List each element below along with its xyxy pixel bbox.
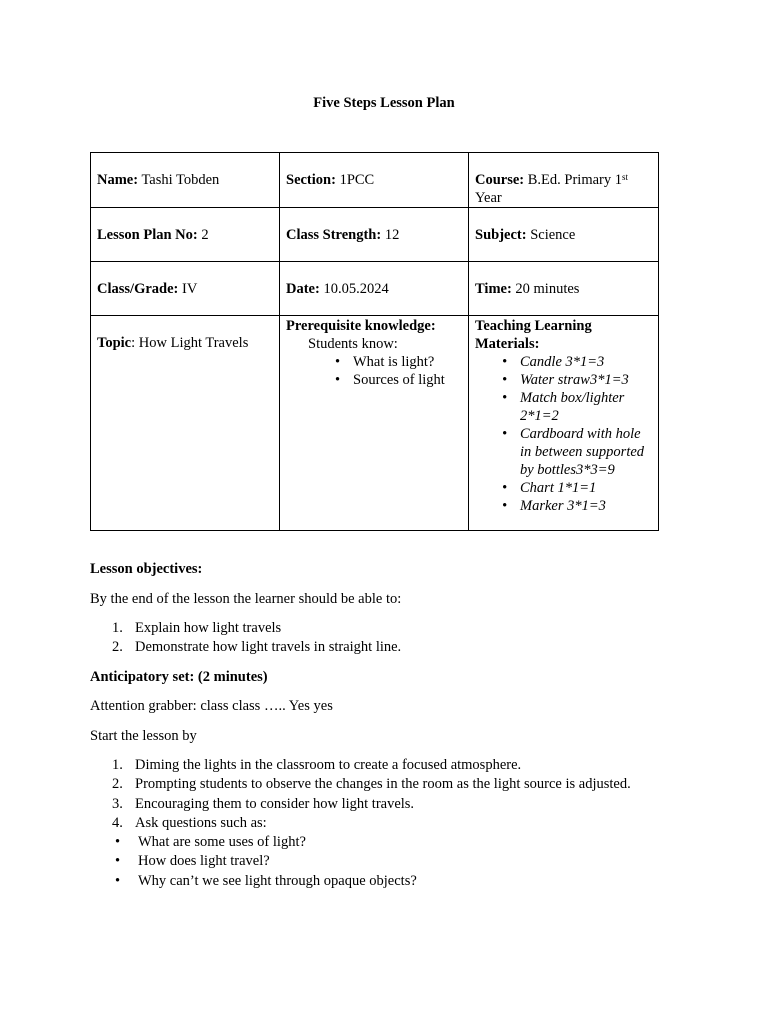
materials-list <box>475 353 652 515</box>
list-item: 2. Prompting students to observe the changes in the room as the light source is adjusted. <box>112 776 631 793</box>
name-label: Name: <box>97 172 139 188</box>
list-item: • Candle 3*1=3 <box>475 353 652 371</box>
section-label: Section: <box>286 172 336 188</box>
name-cell <box>91 153 280 208</box>
date-cell <box>280 262 469 316</box>
materials-label: Teaching Learning Materials: <box>475 318 592 352</box>
list-item: 1. Explain how light travels <box>112 620 282 636</box>
lesson-plan-no-value: 2 <box>197 226 209 243</box>
list-item: 2. Demonstrate how light travels in straight line. <box>112 639 402 655</box>
questions-list <box>90 833 730 891</box>
course-value-2: Year <box>475 190 502 206</box>
course-label: Course: <box>475 172 525 188</box>
materials-cell <box>469 316 659 531</box>
list-item: • Match box/lighter 2*1=2 <box>475 389 652 425</box>
prerequisite-list <box>286 353 462 389</box>
time-value: 20 minutes <box>511 280 580 297</box>
list-item: • Sources of light <box>308 371 462 389</box>
list-item: 4. Ask questions such as: <box>112 814 267 831</box>
class-grade-value: IV <box>178 280 198 297</box>
list-item: • Chart 1*1=1 <box>475 479 652 497</box>
topic-value: : How Light Travels <box>131 335 249 351</box>
list-item: • Water straw3*1=3 <box>475 371 652 389</box>
class-grade-cell <box>91 262 280 316</box>
subject-label: Subject: <box>475 226 527 243</box>
list-item: • How does light travel? <box>90 852 730 871</box>
list-item: • Marker 3*1=3 <box>475 497 652 515</box>
start-text: Start the lesson by <box>90 728 197 744</box>
class-strength-label: Class Strength: <box>286 226 382 243</box>
section-cell <box>280 153 469 208</box>
class-strength-cell <box>280 208 469 262</box>
date-label: Date: <box>286 280 320 297</box>
prerequisite-label: Prerequisite knowledge: <box>286 318 436 334</box>
lesson-plan-no-cell <box>91 208 280 262</box>
lesson-info-table <box>90 152 659 531</box>
list-item: 1. Diming the lights in the classroom to create a focused atmosphere. <box>112 757 522 773</box>
subject-value: Science <box>526 226 576 243</box>
time-cell <box>469 262 659 316</box>
attention-grabber: Attention grabber: class class ….. Yes yes <box>90 698 333 714</box>
prerequisite-intro: Students know: <box>308 336 398 352</box>
prerequisite-cell <box>280 316 469 531</box>
lesson-plan-no-label: Lesson Plan No: <box>97 226 198 243</box>
date-value: 10.05.2024 <box>319 280 389 297</box>
topic-label: Topic <box>97 335 132 351</box>
topic-cell <box>91 316 280 531</box>
time-label: Time: <box>475 280 512 297</box>
objectives-heading: Lesson objectives: <box>90 561 203 577</box>
course-cell <box>469 153 659 208</box>
class-strength-value: 12 <box>381 226 400 243</box>
name-value: Tashi Tobden <box>138 172 220 188</box>
page-title: Five Steps Lesson Plan <box>313 95 455 111</box>
class-grade-label: Class/Grade: <box>97 280 179 297</box>
list-item: 3. Encouraging them to consider how light travels. <box>112 795 415 812</box>
anticipatory-heading: Anticipatory set: (2 minutes) <box>90 669 268 685</box>
objectives-list <box>90 619 690 656</box>
section-value: 1PCC <box>335 172 375 188</box>
steps-list <box>90 756 730 833</box>
objectives-intro: By the end of the lesson the learner should be able to: <box>90 591 402 607</box>
list-item: • What are some uses of light? <box>90 833 730 852</box>
course-sup: st <box>622 172 629 182</box>
list-item: • Why can’t we see light through opaque objects? <box>90 872 730 891</box>
list-item: • What is light? <box>308 353 462 371</box>
list-item: • Cardboard with hole in between supported by bottles3*3=9 <box>475 425 652 479</box>
subject-cell <box>469 208 659 262</box>
course-value: B.Ed. Primary 1 <box>524 172 623 188</box>
